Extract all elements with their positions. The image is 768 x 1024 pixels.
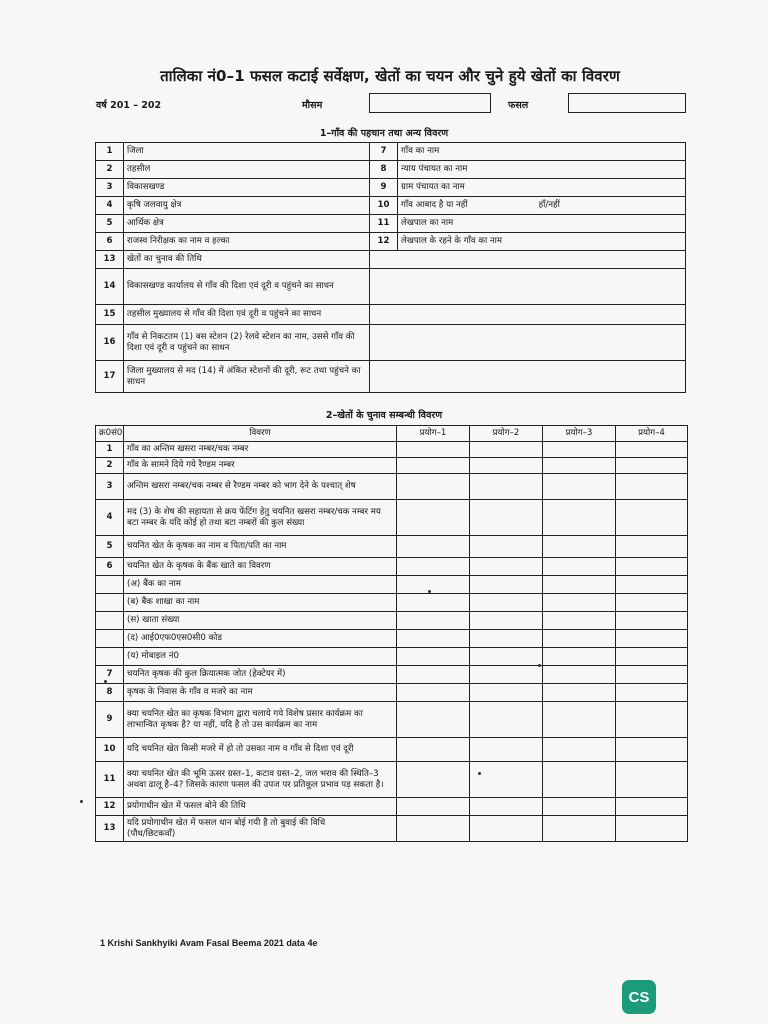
experiment-4-cell[interactable] (616, 816, 688, 842)
table-row (96, 325, 686, 361)
field-selection-table (95, 425, 688, 842)
experiment-4-cell[interactable] (616, 474, 688, 500)
answer-cell[interactable] (370, 269, 686, 305)
column-header: प्रयोग–4 (616, 426, 688, 442)
table-row (96, 630, 688, 648)
row-label: क्या चयनित खेत का कृषक विभाग द्वारा चलाये गये विशेष प्रसार कार्यक्रम का लाभान्वित कृषक है? या नहीं, यदि है तो उस कार्यक्रम का नाम (124, 702, 397, 738)
scan-speck (428, 590, 431, 593)
experiment-3-cell[interactable] (543, 738, 616, 762)
experiment-3-cell[interactable] (543, 612, 616, 630)
experiment-1-cell[interactable] (397, 612, 470, 630)
answer-cell[interactable] (370, 305, 686, 325)
row-label: (ब) बैंक शाखा का नाम (124, 594, 397, 612)
experiment-2-cell[interactable] (470, 762, 543, 798)
row-number: 14 (96, 269, 124, 305)
row-number: 2 (96, 458, 124, 474)
table-row (96, 558, 688, 576)
experiment-2-cell[interactable] (470, 666, 543, 684)
table-header-row (96, 426, 688, 442)
row-number: 7 (370, 143, 398, 161)
row-label: लेखपाल का नाम (398, 215, 686, 233)
answer-cell[interactable] (370, 251, 686, 269)
row-number (96, 576, 124, 594)
row-label: लेखपाल के रहने के गाँव का नाम (398, 233, 686, 251)
row-label: गाँव का अन्तिम खसरा नम्बर/चक नम्बर (124, 442, 397, 458)
row-number: 9 (370, 179, 398, 197)
table-row (96, 738, 688, 762)
experiment-3-cell[interactable] (543, 648, 616, 666)
row-number: 11 (370, 215, 398, 233)
row-label: अन्तिम खसरा नम्बर/चक नम्बर से रैण्डम नम्बर को भाग देने के पश्चात् शेष (124, 474, 397, 500)
experiment-3-cell[interactable] (543, 536, 616, 558)
experiment-1-cell[interactable] (397, 536, 470, 558)
table-row (96, 215, 686, 233)
row-number: 3 (96, 179, 124, 197)
table-row (96, 143, 686, 161)
experiment-4-cell[interactable] (616, 798, 688, 816)
row-label: ग्राम पंचायत का नाम (398, 179, 686, 197)
experiment-4-cell[interactable] (616, 594, 688, 612)
row-number: 12 (370, 233, 398, 251)
experiment-4-cell[interactable] (616, 442, 688, 458)
experiment-3-cell[interactable] (543, 684, 616, 702)
row-number: 5 (96, 536, 124, 558)
row-number (96, 630, 124, 648)
row-label: जिला मुख्यालय से मद (14) में अंकित स्टेशनों की दूरी, रूट तथा पहुंचने का साधन (124, 361, 370, 393)
experiment-4-cell[interactable] (616, 762, 688, 798)
experiment-1-cell[interactable] (397, 762, 470, 798)
row-number: 17 (96, 361, 124, 393)
experiment-3-cell[interactable] (543, 798, 616, 816)
section1-heading: 1–गाँव की पहचान तथा अन्य विवरण (319, 128, 449, 139)
experiment-1-cell[interactable] (397, 798, 470, 816)
experiment-2-cell[interactable] (470, 576, 543, 594)
table-row (96, 702, 688, 738)
experiment-1-cell[interactable] (397, 630, 470, 648)
column-header: प्रयोग–3 (543, 426, 616, 442)
row-number: 8 (370, 161, 398, 179)
experiment-2-cell[interactable] (470, 738, 543, 762)
row-label: तहसील मुख्यालय से गाँव की दिशा एवं दूरी व पहुंचने का साधन (124, 305, 370, 325)
row-label: कृषि जलवायु क्षेत्र (124, 197, 370, 215)
experiment-2-cell[interactable] (470, 648, 543, 666)
row-number (96, 648, 124, 666)
table-row (96, 816, 688, 842)
row-label: (स) खाता संख्या (124, 612, 397, 630)
experiment-1-cell[interactable] (397, 738, 470, 762)
experiment-4-cell[interactable] (616, 630, 688, 648)
section2-heading: 2–खेतों के चुनाव सम्बन्धी विवरण (325, 410, 443, 421)
row-number: 16 (96, 325, 124, 361)
row-number: 10 (370, 197, 398, 215)
row-number: 11 (96, 762, 124, 798)
row-label: गाँव आबाद है या नहीं हाँ/नहीं (398, 197, 686, 215)
row-label: गाँव से निकटतम (1) बस स्टेशन (2) रेलवे स्टेशन का नाम, उससे गाँव की दिशा एवं दूरी व पहुंचने का साधन (124, 325, 370, 361)
experiment-2-cell[interactable] (470, 458, 543, 474)
experiment-4-cell[interactable] (616, 684, 688, 702)
experiment-4-cell[interactable] (616, 558, 688, 576)
row-label: राजस्व निरीक्षक का नाम व हल्का (124, 233, 370, 251)
experiment-4-cell[interactable] (616, 702, 688, 738)
row-label: विकासखण्ड (124, 179, 370, 197)
row-number: 4 (96, 197, 124, 215)
experiment-1-cell[interactable] (397, 594, 470, 612)
row-number: 8 (96, 684, 124, 702)
page-title: तालिका नं0–1 फसल कटाई सर्वेक्षण, खेतों का चयन और चुने हुये खेतों का विवरण (160, 67, 620, 85)
experiment-1-cell[interactable] (397, 684, 470, 702)
row-label: विकासखण्ड कार्यालय से गाँव की दिशा एवं दूरी व पहुंचने का साधन (124, 269, 370, 305)
table-row (96, 576, 688, 594)
experiment-1-cell[interactable] (397, 458, 470, 474)
row-number: 5 (96, 215, 124, 233)
row-number: 13 (96, 251, 124, 269)
experiment-1-cell[interactable] (397, 474, 470, 500)
experiment-1-cell[interactable] (397, 576, 470, 594)
row-label: मद (3) के शेष की सहायता से क्रय फेंटिंग हेतु चयनित खसरा नम्बर/चक नम्बर मय बटा नम्बर के यदि कोई हो तथा बटा नम्बरों की कुल संख्या (124, 500, 397, 536)
experiment-1-cell[interactable] (397, 648, 470, 666)
row-label: (य) मोबाइल नं0 (124, 648, 397, 666)
experiment-4-cell[interactable] (616, 666, 688, 684)
experiment-3-cell[interactable] (543, 630, 616, 648)
experiment-2-cell[interactable] (470, 442, 543, 458)
experiment-2-cell[interactable] (470, 702, 543, 738)
experiment-2-cell[interactable] (470, 474, 543, 500)
footer-caption: 1 Krishi Sankhyiki Avam Fasal Beema 2021 data 4e (100, 938, 318, 948)
row-number: 6 (96, 558, 124, 576)
row-label: खेतों का चुनाव की तिथि (124, 251, 370, 269)
row-label: यदि चयनित खेत किसी मजरे में हो तो उसका नाम व गाँव से दिशा एवं दूरी (124, 738, 397, 762)
row-label: न्याय पंचायत का नाम (398, 161, 686, 179)
row-number: 4 (96, 500, 124, 536)
table-row (96, 251, 686, 269)
table-row (96, 305, 686, 325)
experiment-3-cell[interactable] (543, 576, 616, 594)
experiment-4-cell[interactable] (616, 738, 688, 762)
row-number: 15 (96, 305, 124, 325)
row-label: क्या चयनित खेत की भूमि ऊसर ग्रस्त–1, कटाव ग्रस्त–2, जल भराव की स्थिति–3 अथवा ढालू है–4? जिसके कारण फसल की उपज पर प्रतिकूल प्रभाव पड़ सकता है। (124, 762, 397, 798)
experiment-4-cell[interactable] (616, 648, 688, 666)
experiment-3-cell[interactable] (543, 474, 616, 500)
experiment-4-cell[interactable] (616, 458, 688, 474)
experiment-2-cell[interactable] (470, 630, 543, 648)
experiment-4-cell[interactable] (616, 576, 688, 594)
table-row (96, 612, 688, 630)
row-label: कृषक के निवास के गाँव व मजरे का नाम (124, 684, 397, 702)
season-field[interactable] (369, 93, 491, 113)
row-label: तहसील (124, 161, 370, 179)
table-row (96, 269, 686, 305)
experiment-2-cell[interactable] (470, 536, 543, 558)
table-row (96, 442, 688, 458)
row-label: गाँव का नाम (398, 143, 686, 161)
experiment-2-cell[interactable] (470, 684, 543, 702)
experiment-3-cell[interactable] (543, 500, 616, 536)
camscanner-logo: CS (622, 980, 656, 1014)
row-number: 1 (96, 442, 124, 458)
experiment-2-cell[interactable] (470, 500, 543, 536)
table-row (96, 179, 686, 197)
table-row (96, 361, 686, 393)
experiment-1-cell[interactable] (397, 816, 470, 842)
table-row (96, 536, 688, 558)
table-row (96, 161, 686, 179)
meta-line (96, 92, 696, 116)
experiment-2-cell[interactable] (470, 558, 543, 576)
row-number: 12 (96, 798, 124, 816)
table-row (96, 233, 686, 251)
experiment-1-cell[interactable] (397, 702, 470, 738)
row-number: 9 (96, 702, 124, 738)
crop-label: फसल (508, 100, 529, 111)
table-row (96, 798, 688, 816)
experiment-3-cell[interactable] (543, 762, 616, 798)
crop-field[interactable] (568, 93, 686, 113)
village-details-table (95, 142, 686, 393)
experiment-1-cell[interactable] (397, 442, 470, 458)
scan-speck (80, 800, 83, 803)
year-label: वर्ष 201 – 202 (96, 100, 162, 111)
answer-cell[interactable] (370, 361, 686, 393)
scan-speck (538, 664, 541, 667)
row-label: (अ) बैंक का नाम (124, 576, 397, 594)
row-label: (द) आई0एफ0एस0सी0 कोड (124, 630, 397, 648)
row-label: चयनित कृषक की कुल क्रियात्मक जोत (हेक्टेयर में) (124, 666, 397, 684)
scan-speck (104, 680, 107, 683)
table-row (96, 684, 688, 702)
row-label: आर्थिक क्षेत्र (124, 215, 370, 233)
experiment-1-cell[interactable] (397, 500, 470, 536)
experiment-1-cell[interactable] (397, 666, 470, 684)
experiment-3-cell[interactable] (543, 702, 616, 738)
table-row (96, 500, 688, 536)
row-number: 13 (96, 816, 124, 842)
row-label: प्रयोगाधीन खेत में फसल बोने की तिथि (124, 798, 397, 816)
column-header: प्रयोग–2 (470, 426, 543, 442)
experiment-4-cell[interactable] (616, 536, 688, 558)
column-header: प्रयोग–1 (397, 426, 470, 442)
experiment-2-cell[interactable] (470, 612, 543, 630)
experiment-1-cell[interactable] (397, 558, 470, 576)
row-number: 10 (96, 738, 124, 762)
row-number (96, 594, 124, 612)
experiment-2-cell[interactable] (470, 816, 543, 842)
row-number: 3 (96, 474, 124, 500)
experiment-3-cell[interactable] (543, 558, 616, 576)
experiment-4-cell[interactable] (616, 500, 688, 536)
experiment-3-cell[interactable] (543, 594, 616, 612)
row-label: चयनित खेत के कृषक का नाम व पिता/पति का नाम (124, 536, 397, 558)
answer-cell[interactable] (370, 325, 686, 361)
table-row (96, 594, 688, 612)
row-number: 2 (96, 161, 124, 179)
table-row (96, 666, 688, 684)
row-label: यदि प्रयोगाधीन खेत में फसल धान बोई गयी है तो बुवाई की विधि (पौध/छिटकवाँ) (124, 816, 397, 842)
experiment-2-cell[interactable] (470, 594, 543, 612)
row-label: गाँव के सामने दिये गये रैण्डम नम्बर (124, 458, 397, 474)
row-number: 6 (96, 233, 124, 251)
table-row (96, 474, 688, 500)
experiment-2-cell[interactable] (470, 798, 543, 816)
row-label: जिला (124, 143, 370, 161)
experiment-3-cell[interactable] (543, 816, 616, 842)
experiment-3-cell[interactable] (543, 442, 616, 458)
row-number (96, 612, 124, 630)
season-label: मौसम (302, 100, 323, 111)
table-row (96, 762, 688, 798)
column-header: विवरण (124, 426, 397, 442)
table-row (96, 648, 688, 666)
table-row (96, 458, 688, 474)
experiment-3-cell[interactable] (543, 666, 616, 684)
row-number: 1 (96, 143, 124, 161)
experiment-4-cell[interactable] (616, 612, 688, 630)
column-header: क्र0सं0 (96, 426, 124, 442)
row-label: चयनित खेत के कृषक के बैंक खाते का विवरण (124, 558, 397, 576)
experiment-3-cell[interactable] (543, 458, 616, 474)
table-row (96, 197, 686, 215)
scan-speck (478, 772, 481, 775)
row-number: 7 (96, 666, 124, 684)
